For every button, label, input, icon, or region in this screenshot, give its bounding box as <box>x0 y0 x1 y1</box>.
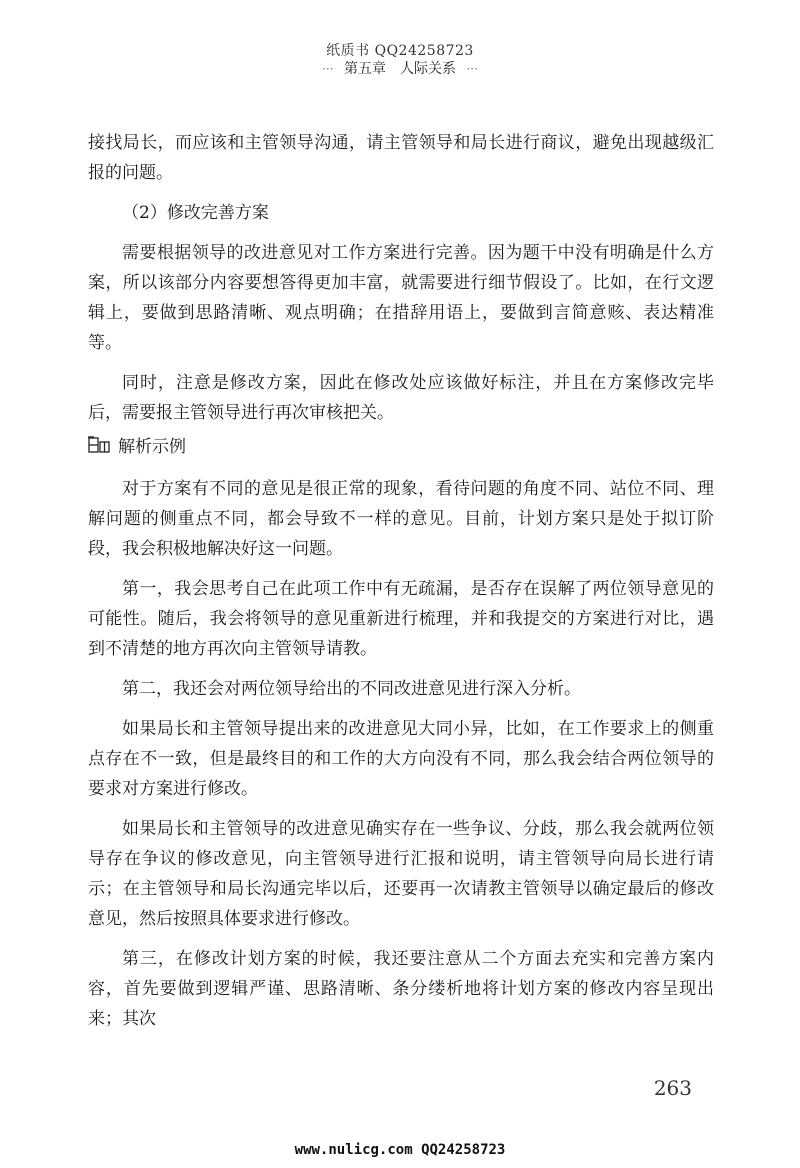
text-block-top <box>88 128 714 428</box>
section-heading <box>88 432 186 457</box>
paragraph: 如果局长和主管领导提出来的改进意见大同小异，比如，在工作要求上的侧重点存在不一致，但是最终目的和工作的大方向没有不同，那么我会结合两位领导的要求对方案进行修改。 <box>88 719 714 799</box>
paragraph: 第二，我还会对两位领导给出的不同改进意见进行深入分析。 <box>122 679 581 699</box>
paragraph-continuation: 接找局长，而应该和主管领导沟通，请主管领导和局长进行商议，避免出现越级汇报的问题。 <box>88 133 714 183</box>
paragraph: 需要根据领导的改进意见对工作方案进行完善。因为题干中没有明确是什么方案，所以该部分内容要想答得更加丰富，就需要进行细节假设了。比如，在行文逻辑上，要做到思路清晰、观点明确；在措辞用语上，要做到言简意赅、表达精准等。 <box>88 243 714 353</box>
subheading-revise-plan: （2）修改完善方案 <box>122 203 269 223</box>
chapter-title: 第五章 人际关系 <box>344 61 456 77</box>
header-dots-left: ··· <box>322 62 334 76</box>
paragraph: 对于方案有不同的意见是很正常的现象，看待问题的角度不同、站位不同、理解问题的侧重点不同，都会导致不一样的意见。目前，计划方案只是处于拟订阶段，我会积极地解决好这一问题。 <box>88 479 714 559</box>
paragraph: 如果局长和主管领导的改进意见确实存在一些争议、分歧，那么我会就两位领导存在争议的修改意见，向主管领导进行汇报和说明，请主管领导向局长进行请示；在主管领导和局长沟通完毕以后，还要再一次请教主管领导以确定最后的修改意见，然后按照具体要求进行修改。 <box>88 819 714 929</box>
paragraph: 同时，注意是修改方案，因此在修改处应该做好标注，并且在方案修改完毕后，需要报主管领导进行再次审核把关。 <box>88 373 714 423</box>
footer-url: www.nulicg.com QQ24258723 <box>294 1142 506 1158</box>
page-number: 263 <box>653 1076 692 1100</box>
paragraph: 第三，在修改计划方案的时候，我还要注意从二个方面去充实和完善方案内容，首先要做到逻辑严谨、思路清晰、条分缕析地将计划方案的修改内容呈现出来；其次 <box>88 949 714 1029</box>
header-dots-right: ··· <box>466 62 478 76</box>
paragraph: 第一，我会思考自己在此项工作中有无疏漏，是否存在误解了两位领导意见的可能性。随后，我会将领导的意见重新进行梳理，并和我提交的方案进行对比，遇到不清楚的地方再次向主管领导请教。 <box>88 579 714 659</box>
text-block-analysis <box>88 474 714 1034</box>
chapter-header <box>0 58 800 78</box>
analysis-icon <box>88 436 110 454</box>
section-title: 解析示例 <box>118 437 186 457</box>
page-header-watermark: 纸质书 QQ24258723 <box>326 43 474 59</box>
